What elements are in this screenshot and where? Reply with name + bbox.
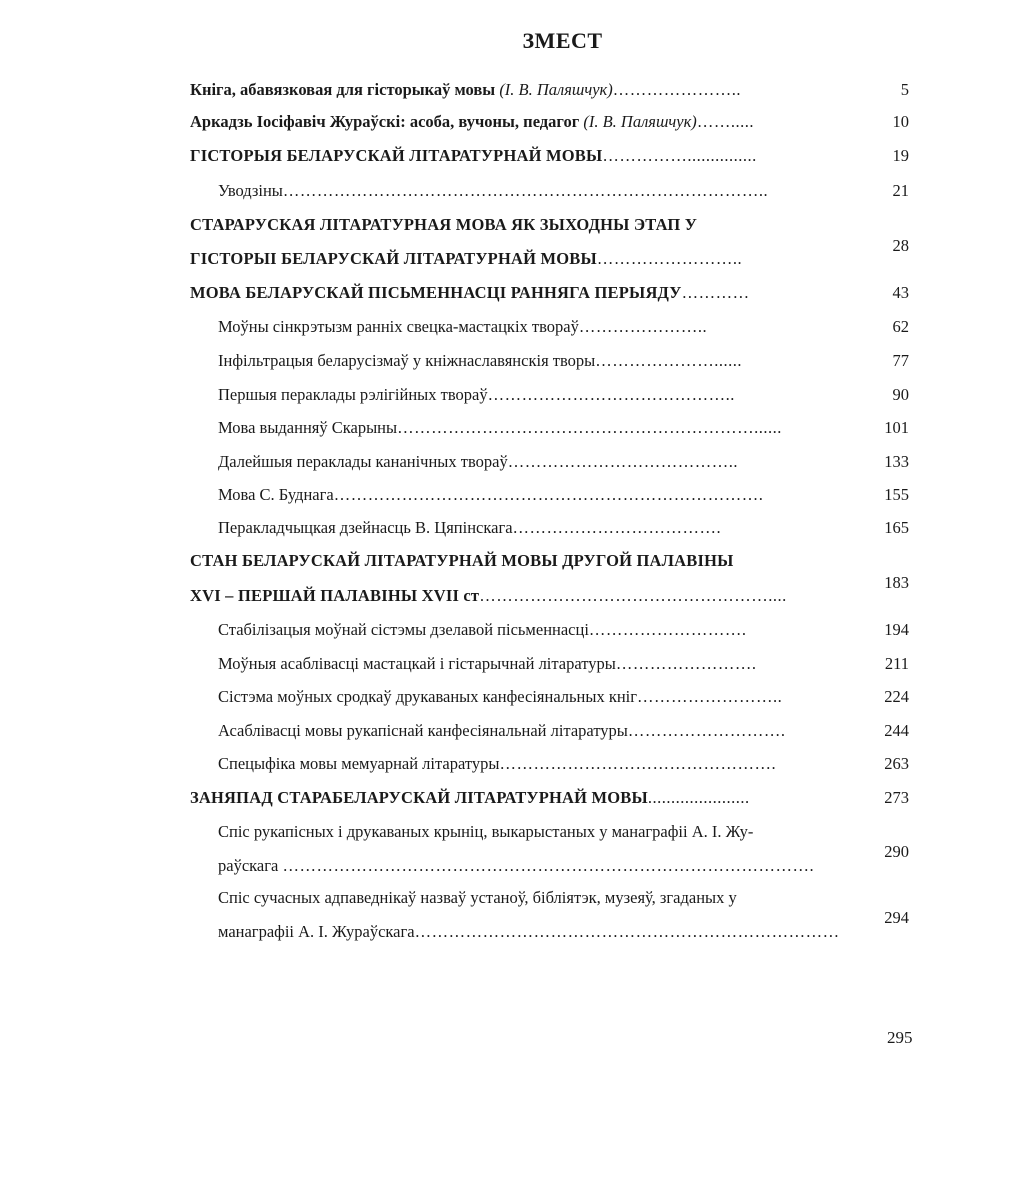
toc-entry-author: (І. В. Паляшчук) xyxy=(583,112,697,131)
toc-leader-dots: ………………….. xyxy=(612,80,742,99)
toc-entry-title: Спецыфіка мовы мемуарнай літаратуры xyxy=(218,754,500,773)
toc-entry-line xyxy=(218,485,763,505)
toc-entry-line xyxy=(190,249,742,269)
toc-page-number: 290 xyxy=(884,842,909,861)
toc-entry-line xyxy=(218,418,782,438)
toc-leader-dots: ………………….. xyxy=(578,317,708,336)
toc-leader-dots: ………………………………………………………...... xyxy=(397,418,782,437)
toc-entry-line: СТАН БЕЛАРУСКАЙ ЛІТАРАТУРНАЙ МОВЫ ДРУГОЙ ПАЛАВІНЫ xyxy=(190,551,734,570)
toc-page-number: 155 xyxy=(884,485,909,504)
toc-leader-dots: …………………………………………………………………………………. xyxy=(282,856,815,875)
toc-page-number: 77 xyxy=(892,351,909,370)
toc-leader-dots: ………………………………………………………………………….. xyxy=(282,181,769,200)
toc-entry-title: раўскага xyxy=(218,856,279,875)
toc-entry-title: Стабілізацыя моўнай сістэмы дзелавой пісьменнасці xyxy=(218,620,589,639)
toc-entry-title: ГІСТОРЫЯ БЕЛАРУСКАЙ ЛІТАРАТУРНАЙ МОВЫ xyxy=(190,146,603,165)
toc-leader-dots: …………………...... xyxy=(595,351,743,370)
toc-entry-title: XVI – ПЕРШАЙ ПАЛАВІНЫ XVII ст xyxy=(190,586,480,605)
toc-page-number: 101 xyxy=(884,418,909,437)
toc-entry-title: Кніга, абавязковая для гісторыкаў мовы xyxy=(190,80,496,99)
toc-page-number: 90 xyxy=(892,385,909,404)
toc-entry-title: Мова выданняў Скарыны xyxy=(218,418,398,437)
toc-leader-dots: ……..... xyxy=(696,112,754,131)
toc-page-number: 194 xyxy=(884,620,909,639)
toc-page-number: 165 xyxy=(884,518,909,537)
toc-entry-title: Першыя пераклады рэлігійных твораў xyxy=(218,385,488,404)
toc-entry-line xyxy=(218,922,840,942)
toc-page-number: 28 xyxy=(892,236,909,255)
toc-leader-dots: …………………….. xyxy=(596,249,743,268)
toc-page-number: 21 xyxy=(892,181,909,200)
toc-page-number: 62 xyxy=(892,317,909,336)
toc-entry-line xyxy=(190,112,754,132)
toc-entry-line xyxy=(190,586,787,606)
page-title: ЗМЕСТ xyxy=(522,28,603,53)
toc-entry-line xyxy=(218,317,707,337)
toc-leader-dots: ………………………. xyxy=(627,721,786,740)
toc-entry-line: СТАРАРУСКАЯ ЛІТАРАТУРНАЯ МОВА ЯК ЗЫХОДНЫ ЭТАП У xyxy=(190,215,698,234)
toc-leader-dots: ...................... xyxy=(647,788,750,807)
toc-entry-title: Далейшыя пераклады кананічных твораў xyxy=(218,452,508,471)
toc-entry-line: Спіс рукапісных і друкаваных крыніц, выкарыстаных у манаграфіі А. І. Жу- xyxy=(218,822,754,841)
toc-leader-dots: ………………………. xyxy=(588,620,747,639)
toc-page-number: 5 xyxy=(900,80,909,99)
toc-entry-title: Інфільтрацыя беларусізмаў у кніжнаславянскія творы xyxy=(218,351,596,370)
toc-entry-line xyxy=(218,856,814,876)
toc-entry-title: манаграфіі А. І. Жураўскага xyxy=(218,922,415,941)
toc-entry-line xyxy=(218,181,768,201)
page-folio-number: 295 xyxy=(887,1028,913,1047)
toc-page-number: 224 xyxy=(884,687,909,706)
toc-entry-line xyxy=(190,283,750,303)
toc-page-number: 183 xyxy=(884,573,909,592)
toc-entry-line xyxy=(218,620,747,640)
toc-entry-title: Асаблівасці мовы рукапіснай канфесіянальнай літаратуры xyxy=(218,721,628,740)
toc-entry-line xyxy=(190,788,750,808)
toc-entry-title: Уводзіны xyxy=(218,181,283,200)
toc-leader-dots: ……………………. xyxy=(615,654,757,673)
toc-entry-line xyxy=(218,452,738,472)
toc-page-number: 263 xyxy=(884,754,909,773)
toc-page-number: 19 xyxy=(892,146,909,165)
toc-page-number: 211 xyxy=(884,654,909,673)
toc-page-number: 43 xyxy=(892,283,909,302)
toc-entry-title: Перакладчыцкая дзейнасць В. Цяпінскага xyxy=(218,518,513,537)
toc-leader-dots: ………………………………. xyxy=(512,518,722,537)
toc-leader-dots: ………………………………………………………………… xyxy=(414,922,840,941)
toc-entry-title: Сістэма моўных сродкаў друкаваных канфесіянальных кніг xyxy=(218,687,638,706)
toc-entry-title: Мова С. Буднага xyxy=(218,485,334,504)
toc-leader-dots: ………………………………….. xyxy=(507,452,738,471)
toc-entry-line xyxy=(218,351,742,371)
toc-leader-dots: ………… xyxy=(681,283,750,302)
toc-page-number: 244 xyxy=(884,721,909,740)
toc-page-number: 10 xyxy=(892,112,909,131)
toc-page-number: 294 xyxy=(884,908,909,927)
toc-entry-title: ГІСТОРЫІ БЕЛАРУСКАЙ ЛІТАРАТУРНАЙ МОВЫ xyxy=(190,249,597,268)
toc-entry-line xyxy=(218,754,776,774)
toc-entry-line xyxy=(218,654,756,674)
toc-entry-title: Аркадзь Іосіфавіч Жураўскі: асоба, вучоны, педагог xyxy=(190,112,580,131)
toc-page-number: 133 xyxy=(884,452,909,471)
toc-entry-line xyxy=(190,146,757,166)
toc-entry-title: Моўныя асаблівасці мастацкай і гістарычнай літаратуры xyxy=(218,654,616,673)
toc-entry-line xyxy=(218,518,721,538)
toc-entry-title: Моўны сінкрэтызм ранніх свецка-мастацкіх твораў xyxy=(218,317,579,336)
toc-leader-dots: …………………………………….. xyxy=(487,385,735,404)
toc-entry-line xyxy=(218,385,735,405)
toc-entry-line xyxy=(218,721,786,741)
toc-leader-dots: …………………………………………….... xyxy=(479,586,787,605)
toc-entry-line: Спіс сучасных адпаведнікаў назваў устаноў, бібліятэк, музеяў, згаданых у xyxy=(218,888,737,907)
toc-leader-dots: …………………….. xyxy=(637,687,783,706)
toc-leader-dots: ……………............... xyxy=(602,146,757,165)
toc-entry-title: МОВА БЕЛАРУСКАЙ ПІСЬМЕННАСЦІ РАННЯГА ПЕРЫЯДУ xyxy=(190,283,682,302)
toc-page-number: 273 xyxy=(884,788,909,807)
toc-entry-line xyxy=(190,80,741,100)
toc-entry-line xyxy=(218,687,782,707)
toc-entry-title: ЗАНЯПАД СТАРАБЕЛАРУСКАЙ ЛІТАРАТУРНАЙ МОВЫ xyxy=(190,788,648,807)
toc-leader-dots: …………………………………………………………………. xyxy=(333,485,764,504)
toc-leader-dots: …………………………………………. xyxy=(499,754,777,773)
toc-entry-author: (І. В. Паляшчук) xyxy=(499,80,613,99)
